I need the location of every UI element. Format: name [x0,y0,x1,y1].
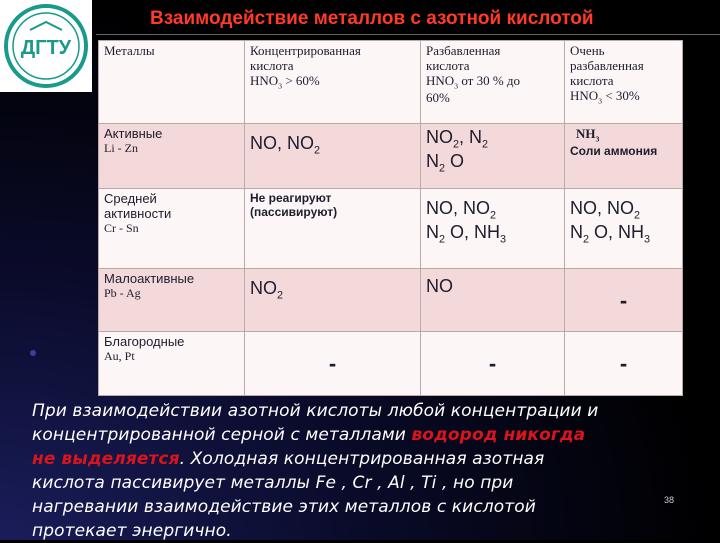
very-diluted-product-cell: NO, $NO_2$ $N_2$ O, $NH_3$ [565,189,683,269]
very-diluted-product-cell: - [565,332,683,396]
table-row [99,124,683,189]
concentrated-product-cell: Не реагируют (пассивируют) [245,189,421,269]
header-concentrated: Концентрированная кислота $HNO_3 > 60\%$ [245,41,421,124]
concentrated-product-cell: - [245,332,421,396]
diluted-product-cell: NO [421,269,565,332]
header-diluted: Разбавленная кислота $HNO_3$ от 30 % до 60% [421,41,565,124]
very-diluted-product-cell: - [565,269,683,332]
concentrated-product-cell: NO, $NO_2$ [245,124,421,189]
university-logo [0,0,92,92]
table-row [99,332,683,396]
metal-group-cell: Средней активности Cr - Sn [99,189,245,269]
header-metals: Металлы [99,41,245,124]
table-header-row [99,41,683,124]
slide-title: Взаимодействие металлов с азотной кислотой [150,8,594,29]
svg-text:ДГТУ: ДГТУ [20,37,72,59]
highlight-text: водород никогда [411,425,586,445]
very-diluted-product-cell: $NH_3$ Соли аммония [565,124,683,189]
concentrated-product-cell: $NO_2$ [245,269,421,332]
bullet-icon [30,350,36,356]
diluted-product-cell: $NO_2$, $N_2$ $N_2$ O [421,124,565,189]
metal-group-cell: Благородные Au, Pt [99,332,245,396]
page-number: 38 [664,495,675,505]
table-row [99,269,683,332]
header-very-diluted: Очень разбавленная кислота $HNO_3 < 30\%$ [565,41,683,124]
metal-group-cell: Активные Li - Zn [99,124,245,189]
title-divider [96,34,720,35]
highlight-text: не выделяется [32,449,180,469]
table-row [99,189,683,269]
explanation-paragraph: При взаимодействии азотной кислоты любой концентрации и концентрированной серной с металлами водород никогда не выделяется. Холодная концентрированная азотная кислота пассивирует металлы Fe , Cr , Al , Ti , но при нагревании взаимодействие этих металлов с кислотой протекает энергично. [32,401,599,541]
diluted-product-cell: - [421,332,565,396]
metal-group-cell: Малоактивные Pb - Ag [99,269,245,332]
diluted-product-cell: NO, $NO_2$ $N_2$ O, $NH_3$ [421,189,565,269]
reaction-table [98,40,683,396]
